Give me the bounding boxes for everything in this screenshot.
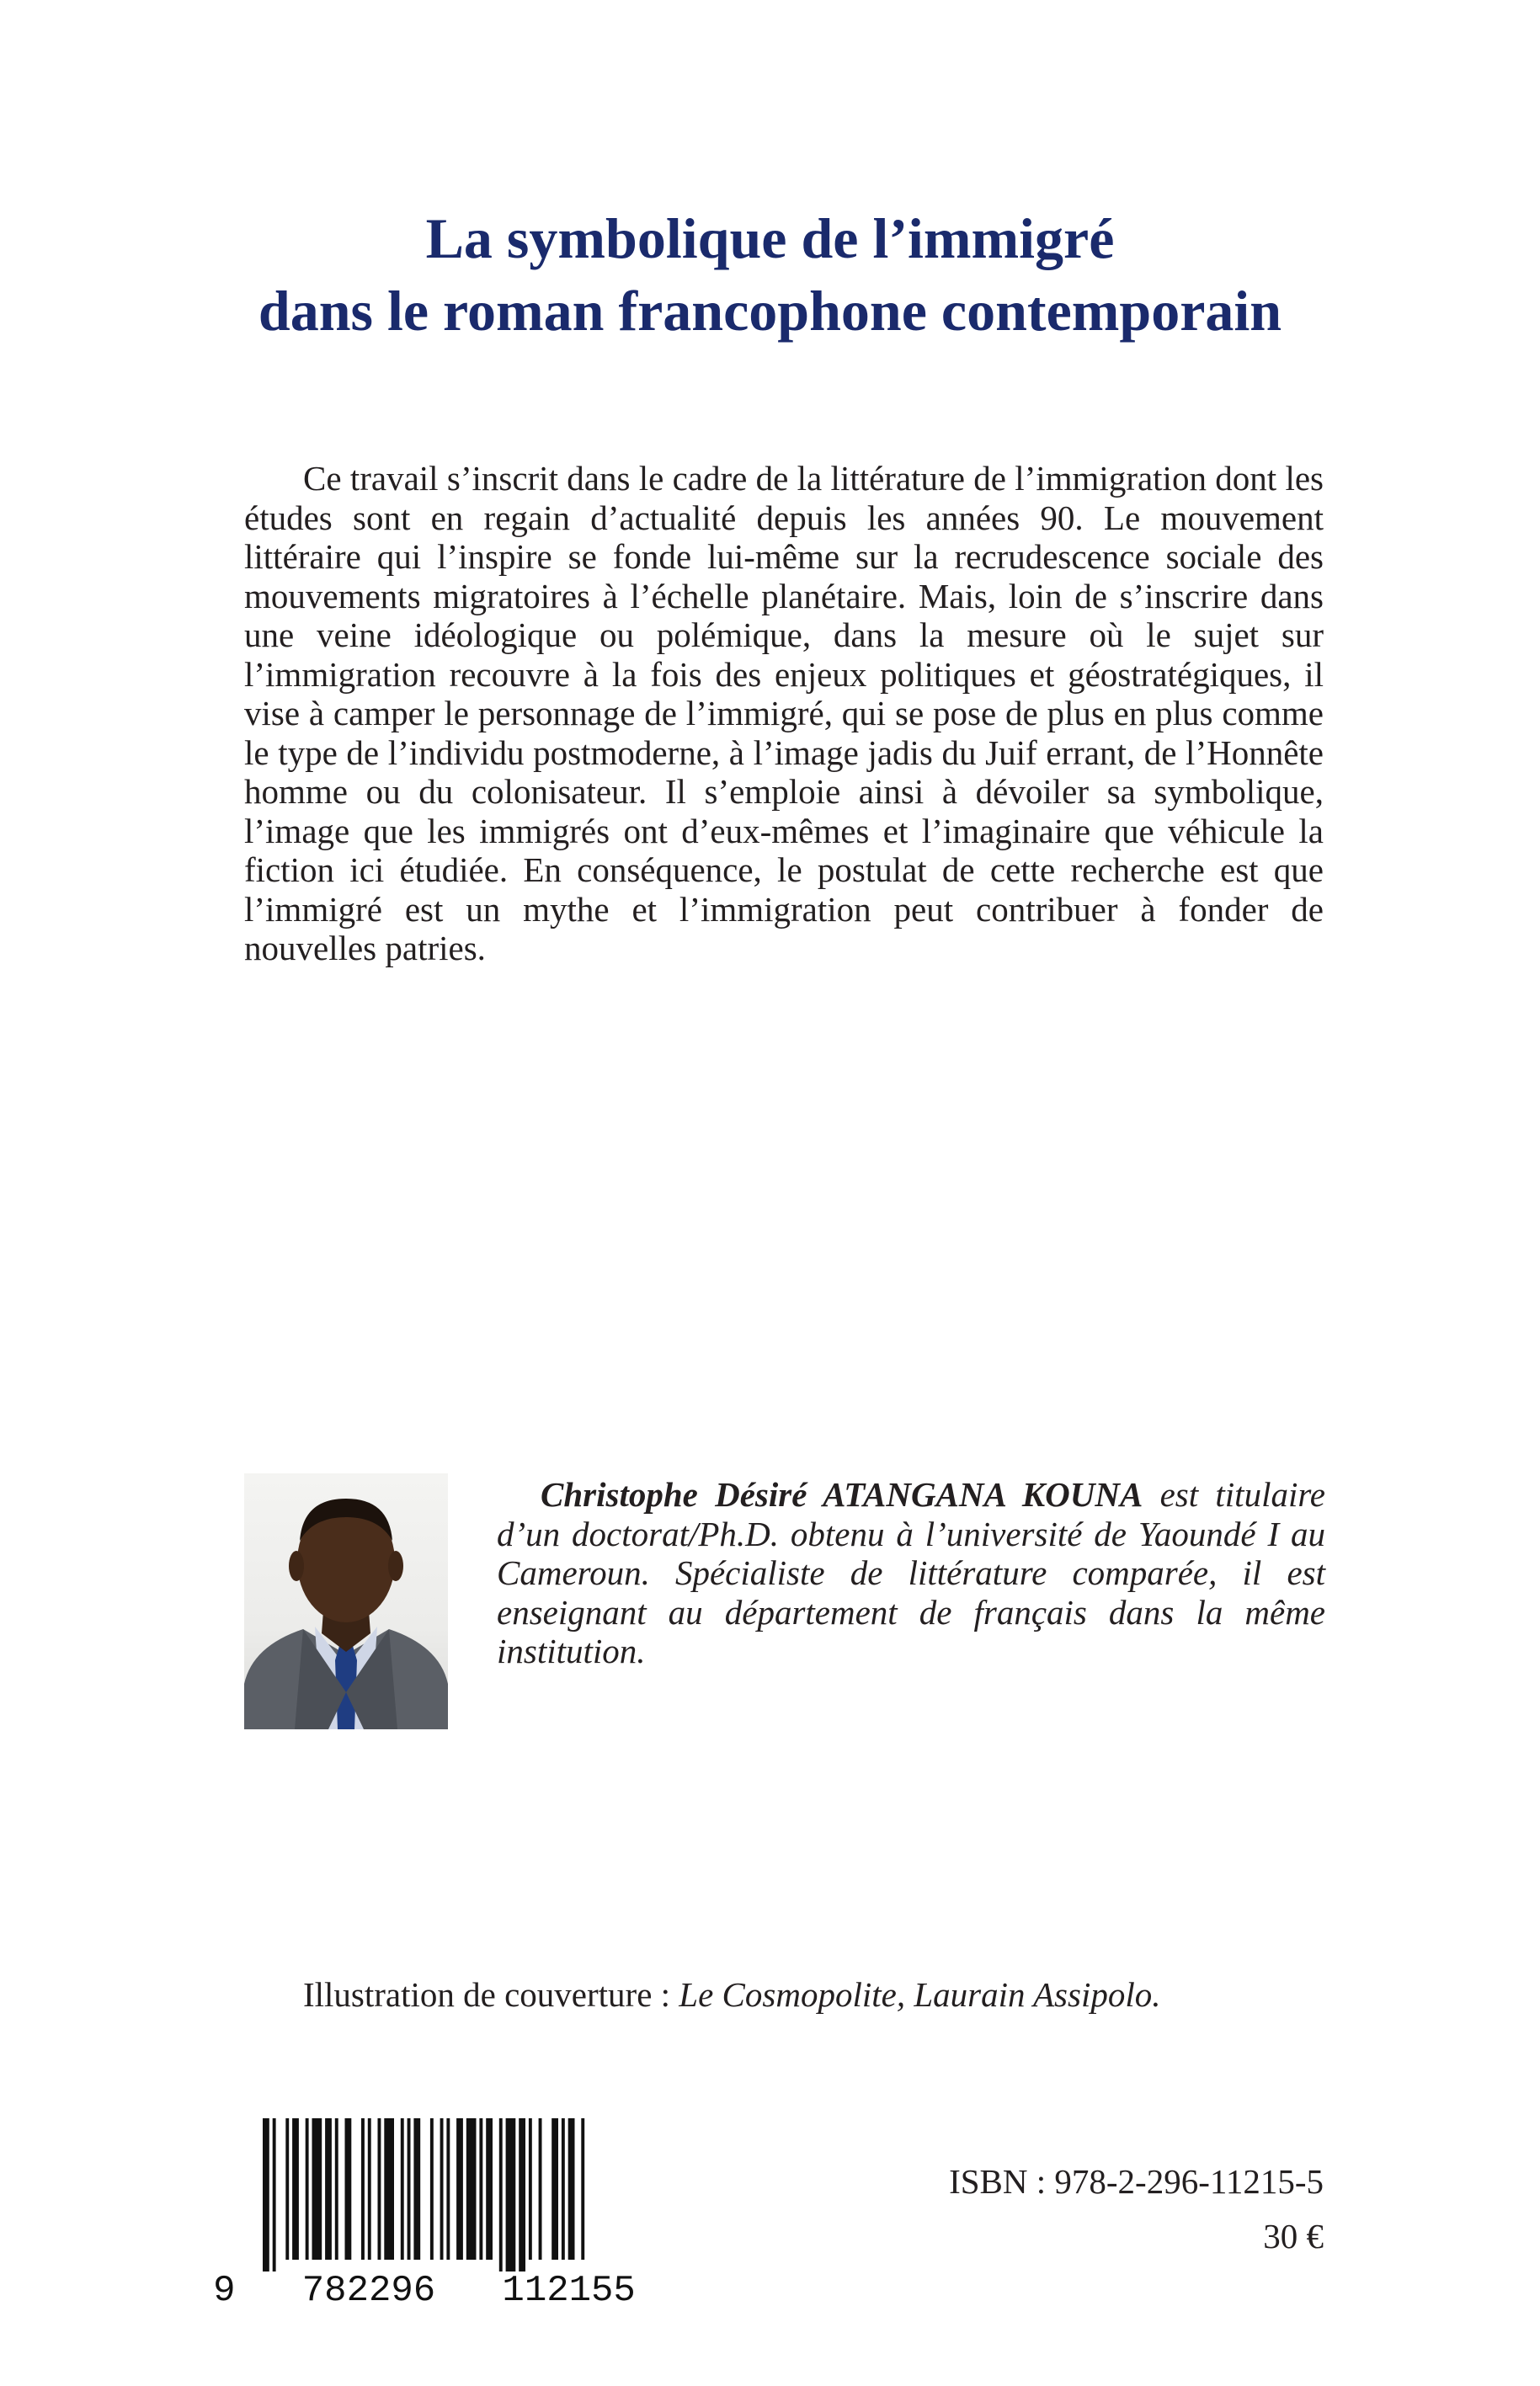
barcode-bar bbox=[263, 2118, 269, 2271]
barcode-bar bbox=[486, 2118, 493, 2260]
barcode-bar bbox=[430, 2118, 434, 2260]
barcode-bar bbox=[479, 2118, 482, 2260]
barcode-bar bbox=[292, 2118, 299, 2260]
barcode-bar bbox=[581, 2118, 584, 2260]
barcode-bar bbox=[306, 2118, 309, 2260]
barcode-bar bbox=[562, 2118, 565, 2260]
barcode-bar bbox=[378, 2118, 381, 2260]
illustration-work: Le Cosmopolite, Laurain Assipolo. bbox=[679, 1975, 1161, 2014]
isbn-barcode bbox=[213, 2115, 636, 2312]
barcode-digits: 9 782296 112155 bbox=[213, 2270, 636, 2312]
barcode-bar bbox=[273, 2118, 276, 2271]
barcode-bar bbox=[368, 2118, 371, 2260]
barcode-bar bbox=[413, 2118, 420, 2260]
barcode-bar bbox=[335, 2118, 338, 2260]
author-name: Christophe Désiré ATANGANA KOUNA bbox=[541, 1475, 1143, 1514]
cover-illustration-credit bbox=[303, 1975, 1398, 2014]
book-title-line-1: La symbolique de l’immigré bbox=[425, 206, 1115, 270]
barcode-bar bbox=[361, 2118, 365, 2260]
illustration-label: Illustration de couverture : bbox=[303, 1975, 679, 2014]
barcode-bar bbox=[499, 2118, 503, 2271]
barcode-bar bbox=[466, 2118, 477, 2260]
barcode-bar bbox=[519, 2118, 525, 2271]
book-title bbox=[0, 202, 1540, 347]
barcode-bar bbox=[456, 2118, 463, 2260]
author-photo bbox=[244, 1473, 448, 1729]
author-bio-text: est titulaire d’un doctorat/Ph.D. obtenu à l’université de Yaoundé I au Cameroun. Spécialiste de littérature comparée, il est enseignant au département de français dans la même institution. bbox=[497, 1475, 1325, 1670]
barcode-bar bbox=[325, 2118, 332, 2260]
barcode-bar bbox=[539, 2118, 542, 2260]
barcode-bar bbox=[401, 2118, 404, 2260]
barcode-bar bbox=[312, 2118, 322, 2260]
barcode-bar bbox=[446, 2118, 450, 2260]
barcode-bar bbox=[506, 2118, 516, 2271]
barcode-bar bbox=[568, 2118, 575, 2260]
barcode-bar bbox=[408, 2118, 411, 2260]
barcode-bar bbox=[285, 2118, 289, 2260]
barcode-bar bbox=[440, 2118, 444, 2260]
barcode-bar bbox=[345, 2118, 352, 2260]
book-price: 30 € bbox=[1263, 2217, 1324, 2256]
book-summary: Ce travail s’inscrit dans le cadre de la littérature de l’immigration dont les études sont en regain d’actualité depuis les années 90. Le mouvement littéraire qui l’inspire se fonde lui-même sur la recrudescence sociale des mouvements migratoires à l’échelle planétaire. Mais, loin de s’inscrire dans une veine idéologique ou polémique, dans la mesure où le sujet sur l’immigration recouvre à la fois des enjeux politiques et géostratégiques, il vise à camper le personnage de l’immigré, qui se pose de plus en plus comme le type de l’individu postmoderne, à l’image jadis du Juif errant, de l’Honnête homme ou du colonisateur. Il s’emploie ainsi à dévoiler sa symbolique, l’image que les immigrés ont d’eux-mêmes et l’imaginaire que véhicule la fiction ici étudiée. En conséquence, le postulat de cette recherche est que l’immigré est un mythe et l’immigration peut contribuer à fonder de nouvelles patries. bbox=[244, 459, 1324, 967]
barcode-bar bbox=[529, 2118, 532, 2260]
barcode-bar bbox=[384, 2118, 394, 2260]
author-bio bbox=[497, 1475, 1325, 1671]
barcode-bar bbox=[552, 2118, 558, 2260]
book-title-line-2: dans le roman francophone contemporain bbox=[258, 279, 1282, 343]
isbn-number: ISBN : 978-2-296-11215-5 bbox=[949, 2162, 1324, 2201]
